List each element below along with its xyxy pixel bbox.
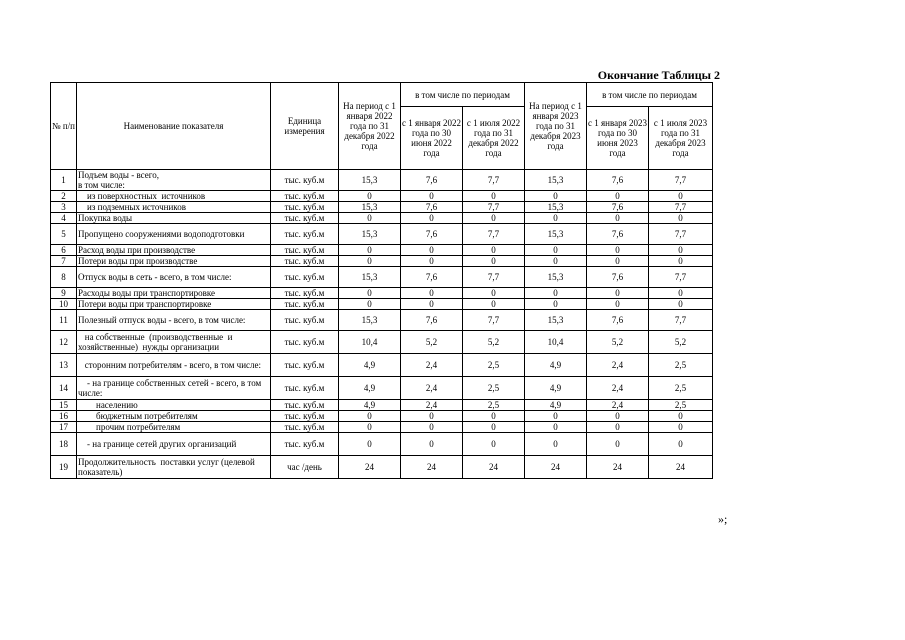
value-cell: 15,3 xyxy=(339,267,401,288)
value-cell: 2,5 xyxy=(463,354,525,377)
value-cell: 0 xyxy=(649,422,713,433)
value-cell: 5,2 xyxy=(587,331,649,354)
row-number: 10 xyxy=(51,299,77,310)
value-cell: 0 xyxy=(587,422,649,433)
table-row xyxy=(51,456,713,479)
value-cell: 7,6 xyxy=(587,202,649,213)
value-cell: 0 xyxy=(525,256,587,267)
indicator-name: на собственные (производственные и хозяйственные) нужды организации xyxy=(77,331,271,354)
indicator-name: Расходы воды при транспортировке xyxy=(77,288,271,299)
value-cell: 7,7 xyxy=(649,224,713,245)
row-number: 15 xyxy=(51,400,77,411)
indicator-name: Отпуск воды в сеть - всего, в том числе: xyxy=(77,267,271,288)
row-number: 18 xyxy=(51,433,77,456)
value-cell: 2,4 xyxy=(401,354,463,377)
value-cell: 24 xyxy=(587,456,649,479)
value-cell: 0 xyxy=(401,299,463,310)
value-cell: 0 xyxy=(339,288,401,299)
table-row xyxy=(51,224,713,245)
value-cell: 5,2 xyxy=(649,331,713,354)
value-cell: 7,7 xyxy=(463,224,525,245)
header-h1-2022: с 1 января 2022 года по 30 июня 2022 года xyxy=(401,107,463,170)
value-cell: 0 xyxy=(339,245,401,256)
value-cell: 7,6 xyxy=(587,267,649,288)
value-cell: 0 xyxy=(463,299,525,310)
value-cell: 0 xyxy=(339,191,401,202)
value-cell: 0 xyxy=(587,433,649,456)
unit-cell: час /день xyxy=(271,456,339,479)
unit-cell: тыс. куб.м xyxy=(271,224,339,245)
value-cell: 0 xyxy=(525,299,587,310)
value-cell: 0 xyxy=(587,288,649,299)
value-cell: 7,7 xyxy=(463,170,525,191)
unit-cell: тыс. куб.м xyxy=(271,354,339,377)
value-cell: 15,3 xyxy=(525,310,587,331)
value-cell: 0 xyxy=(339,411,401,422)
value-cell: 2,5 xyxy=(463,377,525,400)
value-cell: 7,6 xyxy=(587,310,649,331)
value-cell: 7,7 xyxy=(463,202,525,213)
indicator-name: Потери воды при производстве xyxy=(77,256,271,267)
row-number: 6 xyxy=(51,245,77,256)
value-cell: 2,4 xyxy=(587,377,649,400)
value-cell: 7,7 xyxy=(463,310,525,331)
header-h2-2022: с 1 июля 2022 года по 31 декабря 2022 года xyxy=(463,107,525,170)
unit-cell: тыс. куб.м xyxy=(271,202,339,213)
unit-cell: тыс. куб.м xyxy=(271,433,339,456)
indicator-name: Подъем воды - всего, в том числе: xyxy=(77,170,271,191)
indicator-name: прочим потребителям xyxy=(77,422,271,433)
value-cell: 0 xyxy=(525,422,587,433)
value-cell: 0 xyxy=(649,433,713,456)
value-cell: 2,4 xyxy=(401,400,463,411)
value-cell: 7,6 xyxy=(587,170,649,191)
value-cell: 0 xyxy=(339,299,401,310)
header-incl-2022: в том числе по периодам xyxy=(401,83,525,107)
value-cell: 2,4 xyxy=(401,377,463,400)
value-cell: 0 xyxy=(463,245,525,256)
unit-cell: тыс. куб.м xyxy=(271,310,339,331)
value-cell: 0 xyxy=(649,213,713,224)
row-number: 9 xyxy=(51,288,77,299)
unit-cell: тыс. куб.м xyxy=(271,288,339,299)
value-cell: 5,2 xyxy=(463,331,525,354)
value-cell: 0 xyxy=(587,256,649,267)
value-cell: 0 xyxy=(339,422,401,433)
table-row xyxy=(51,245,713,256)
header-period-2023: На период с 1 января 2023 года по 31 декабря 2023 года xyxy=(525,83,587,170)
indicator-name: - на границе собственных сетей - всего, в том числе: xyxy=(77,377,271,400)
indicator-name: Расход воды при производстве xyxy=(77,245,271,256)
value-cell: 0 xyxy=(525,288,587,299)
value-cell: 0 xyxy=(463,191,525,202)
value-cell: 0 xyxy=(401,422,463,433)
value-cell: 15,3 xyxy=(339,202,401,213)
value-cell: 0 xyxy=(339,433,401,456)
header-num: № п/п xyxy=(51,83,77,170)
value-cell: 0 xyxy=(401,256,463,267)
unit-cell: тыс. куб.м xyxy=(271,422,339,433)
value-cell: 24 xyxy=(401,456,463,479)
value-cell: 4,9 xyxy=(525,400,587,411)
table-row xyxy=(51,170,713,191)
value-cell: 2,5 xyxy=(649,400,713,411)
value-cell: 7,6 xyxy=(587,224,649,245)
indicator-name: - на границе сетей других организаций xyxy=(77,433,271,456)
value-cell: 15,3 xyxy=(525,170,587,191)
value-cell: 0 xyxy=(587,191,649,202)
header-h2-2023: с 1 июля 2023 года по 31 декабря 2023 года xyxy=(649,107,713,170)
value-cell: 4,9 xyxy=(339,377,401,400)
table-body xyxy=(51,170,713,479)
row-number: 3 xyxy=(51,202,77,213)
value-cell: 5,2 xyxy=(401,331,463,354)
row-number: 8 xyxy=(51,267,77,288)
value-cell: 7,6 xyxy=(401,224,463,245)
value-cell: 15,3 xyxy=(339,310,401,331)
value-cell: 4,9 xyxy=(525,354,587,377)
indicator-name: Пропущено сооружениями водоподготовки xyxy=(77,224,271,245)
row-number: 17 xyxy=(51,422,77,433)
unit-cell: тыс. куб.м xyxy=(271,400,339,411)
table-row xyxy=(51,331,713,354)
value-cell: 15,3 xyxy=(525,202,587,213)
header-unit: Единица измерения xyxy=(271,83,339,170)
value-cell: 2,5 xyxy=(649,354,713,377)
indicator-name: Продолжительность поставки услуг (целевой показатель) xyxy=(77,456,271,479)
value-cell: 0 xyxy=(525,411,587,422)
value-cell: 0 xyxy=(649,411,713,422)
value-cell: 0 xyxy=(649,256,713,267)
value-cell: 0 xyxy=(401,411,463,422)
row-number: 13 xyxy=(51,354,77,377)
unit-cell: тыс. куб.м xyxy=(271,256,339,267)
value-cell: 0 xyxy=(525,213,587,224)
row-number: 2 xyxy=(51,191,77,202)
header-period-2022: На период с 1 января 2022 года по 31 декабря 2022 года xyxy=(339,83,401,170)
value-cell: 24 xyxy=(463,456,525,479)
value-cell: 7,6 xyxy=(401,170,463,191)
unit-cell: тыс. куб.м xyxy=(271,191,339,202)
table-row xyxy=(51,310,713,331)
value-cell: 7,7 xyxy=(649,170,713,191)
value-cell: 0 xyxy=(401,433,463,456)
table-row xyxy=(51,213,713,224)
value-cell: 24 xyxy=(339,456,401,479)
value-cell: 0 xyxy=(525,433,587,456)
unit-cell: тыс. куб.м xyxy=(271,213,339,224)
unit-cell: тыс. куб.м xyxy=(271,377,339,400)
indicator-name: Покупка воды xyxy=(77,213,271,224)
row-number: 11 xyxy=(51,310,77,331)
value-cell: 4,9 xyxy=(339,354,401,377)
unit-cell: тыс. куб.м xyxy=(271,170,339,191)
row-number: 14 xyxy=(51,377,77,400)
indicator-name: сторонним потребителям - всего, в том числе: xyxy=(77,354,271,377)
row-number: 19 xyxy=(51,456,77,479)
value-cell: 0 xyxy=(401,213,463,224)
value-cell: 7,7 xyxy=(463,267,525,288)
table-row xyxy=(51,433,713,456)
row-number: 4 xyxy=(51,213,77,224)
value-cell: 15,3 xyxy=(339,224,401,245)
closing-quote: »; xyxy=(718,512,728,526)
indicator-name: из подземных источников xyxy=(77,202,271,213)
value-cell: 7,7 xyxy=(649,310,713,331)
value-cell: 0 xyxy=(463,411,525,422)
header-name: Наименование показателя xyxy=(77,83,271,170)
indicator-name: бюджетным потребителям xyxy=(77,411,271,422)
table-row xyxy=(51,202,713,213)
table-row xyxy=(51,191,713,202)
value-cell: 15,3 xyxy=(525,224,587,245)
value-cell: 24 xyxy=(525,456,587,479)
table-row xyxy=(51,377,713,400)
value-cell: 0 xyxy=(339,256,401,267)
value-cell: 2,4 xyxy=(587,400,649,411)
value-cell: 0 xyxy=(463,433,525,456)
unit-cell: тыс. куб.м xyxy=(271,267,339,288)
value-cell: 10,4 xyxy=(525,331,587,354)
value-cell: 0 xyxy=(587,411,649,422)
value-cell: 0 xyxy=(587,245,649,256)
value-cell: 0 xyxy=(339,213,401,224)
row-number: 16 xyxy=(51,411,77,422)
value-cell: 0 xyxy=(649,191,713,202)
value-cell: 0 xyxy=(401,191,463,202)
table-row xyxy=(51,288,713,299)
value-cell: 0 xyxy=(525,191,587,202)
table-row xyxy=(51,422,713,433)
row-number: 1 xyxy=(51,170,77,191)
table-row xyxy=(51,299,713,310)
indicator-name: Потери воды при транспортировке xyxy=(77,299,271,310)
header-h1-2023: с 1 января 2023 года по 30 июня 2023 года xyxy=(587,107,649,170)
value-cell: 7,7 xyxy=(649,267,713,288)
value-cell: 0 xyxy=(463,256,525,267)
value-cell: 7,6 xyxy=(401,310,463,331)
value-cell: 0 xyxy=(525,245,587,256)
value-cell: 0 xyxy=(463,288,525,299)
value-cell: 10,4 xyxy=(339,331,401,354)
value-cell: 0 xyxy=(649,299,713,310)
value-cell: 0 xyxy=(463,422,525,433)
value-cell: 7,6 xyxy=(401,202,463,213)
table-row xyxy=(51,267,713,288)
row-number: 12 xyxy=(51,331,77,354)
value-cell: 7,6 xyxy=(401,267,463,288)
unit-cell: тыс. куб.м xyxy=(271,299,339,310)
row-number: 7 xyxy=(51,256,77,267)
unit-cell: тыс. куб.м xyxy=(271,245,339,256)
table-row xyxy=(51,256,713,267)
value-cell: 4,9 xyxy=(525,377,587,400)
value-cell: 0 xyxy=(587,213,649,224)
table-row xyxy=(51,400,713,411)
indicator-name: Полезный отпуск воды - всего, в том числе: xyxy=(77,310,271,331)
value-cell: 0 xyxy=(401,245,463,256)
value-cell: 4,9 xyxy=(339,400,401,411)
row-number: 5 xyxy=(51,224,77,245)
value-cell: 0 xyxy=(649,288,713,299)
table-row xyxy=(51,354,713,377)
value-cell: 0 xyxy=(649,245,713,256)
value-cell: 15,3 xyxy=(339,170,401,191)
value-cell: 2,5 xyxy=(649,377,713,400)
value-cell: 0 xyxy=(587,299,649,310)
indicator-name: из поверхностных источников xyxy=(77,191,271,202)
value-cell: 15,3 xyxy=(525,267,587,288)
water-balance-table xyxy=(50,82,713,479)
value-cell: 0 xyxy=(463,213,525,224)
unit-cell: тыс. куб.м xyxy=(271,411,339,422)
value-cell: 2,4 xyxy=(587,354,649,377)
value-cell: 7,7 xyxy=(649,202,713,213)
value-cell: 24 xyxy=(649,456,713,479)
table-row xyxy=(51,411,713,422)
indicator-name: населению xyxy=(77,400,271,411)
table-caption: Окончание Таблицы 2 xyxy=(597,68,720,82)
unit-cell: тыс. куб.м xyxy=(271,331,339,354)
header-incl-2023: в том числе по периодам xyxy=(587,83,713,107)
value-cell: 0 xyxy=(401,288,463,299)
value-cell: 2,5 xyxy=(463,400,525,411)
